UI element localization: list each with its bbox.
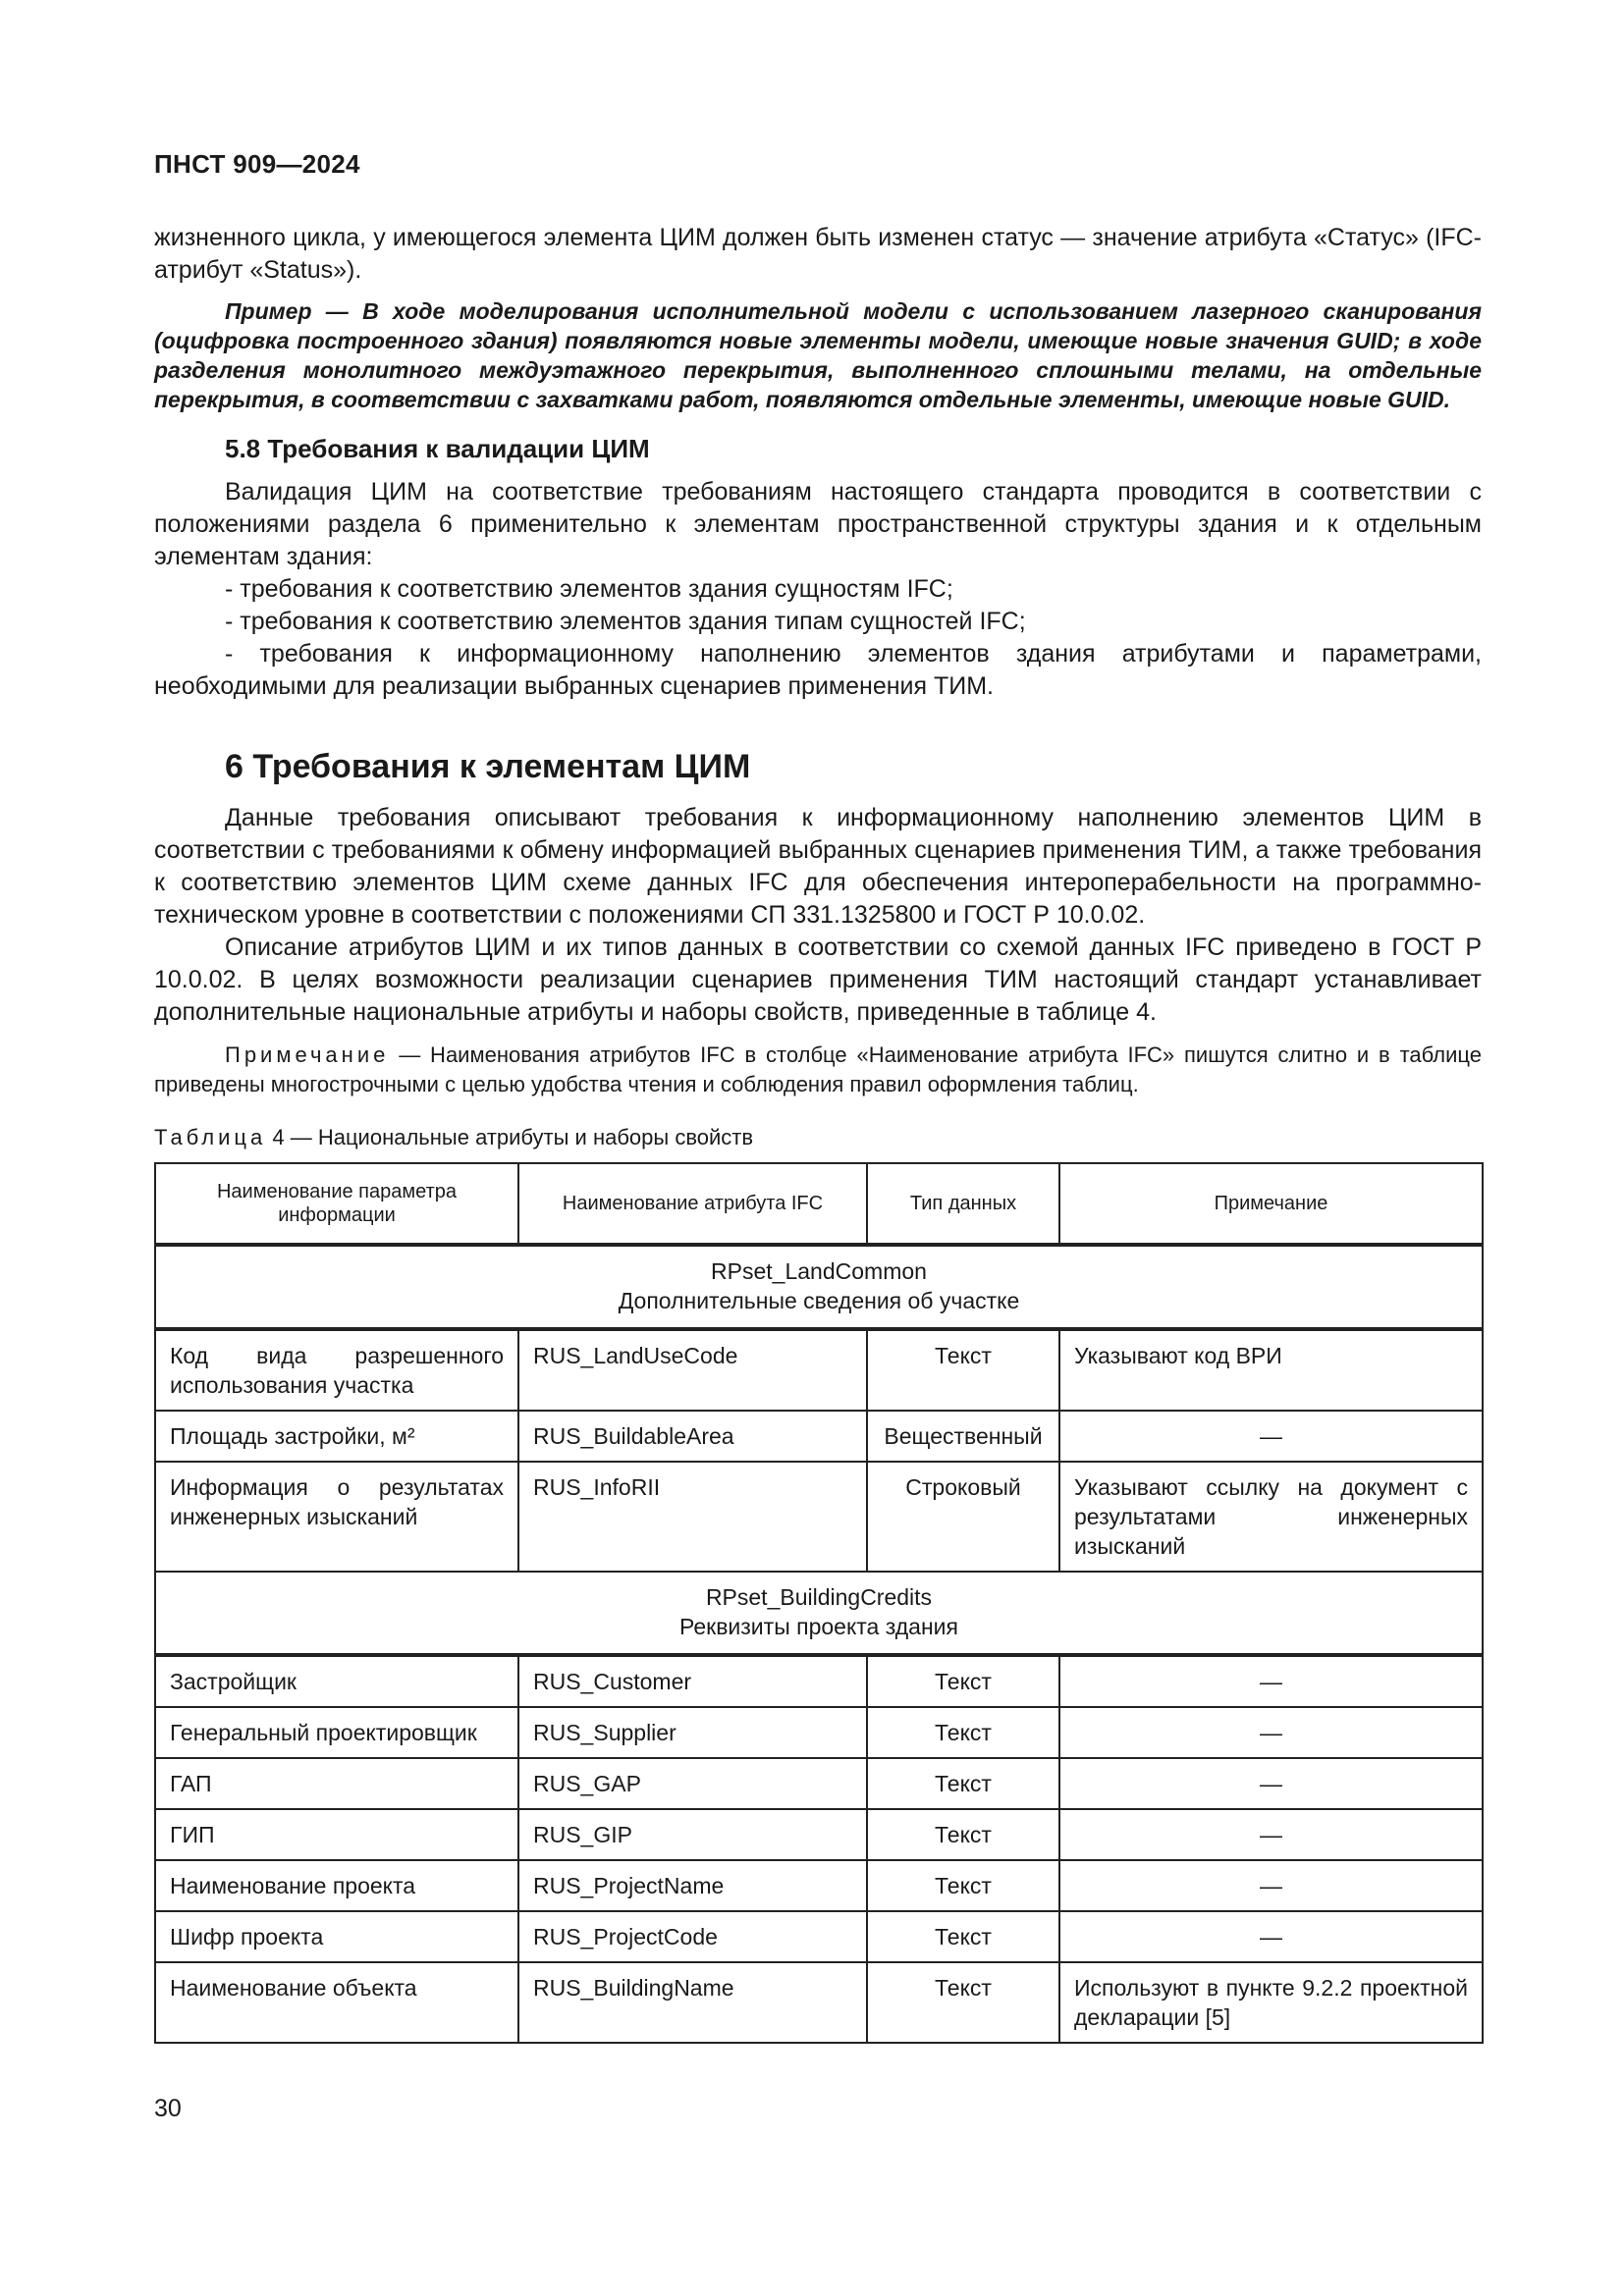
ifc-attribute-cell: RUS_ProjectCode (518, 1911, 867, 1962)
property-set-cell (155, 1572, 1483, 1655)
note-label: Примечание (225, 1042, 390, 1067)
header-cell-parameter: Наименование параметра информации (155, 1163, 518, 1245)
list-item: - требования к соответствию элементов здания типам сущностей IFC; (225, 608, 1026, 635)
ifc-attribute-cell: RUS_Customer (518, 1655, 867, 1707)
property-set-name: RPset_LandCommon (711, 1258, 927, 1284)
data-type-cell: Текст (867, 1860, 1059, 1911)
note-cell: — (1059, 1911, 1483, 1962)
note-cell: — (1059, 1758, 1483, 1809)
data-type-cell: Текст (867, 1655, 1059, 1707)
data-type-cell: Текст (867, 1911, 1059, 1962)
continuation-paragraph: жизненного цикла, у имеющегося элемента ЦИМ должен быть изменен статус — значение атрибута «Статус» (IFC-атрибут «Status»). (154, 224, 1482, 284)
note-cell: — (1059, 1809, 1483, 1860)
parameter-name-cell: Информация о результатах инженерных изысканий (155, 1462, 518, 1572)
table-row (155, 1860, 1483, 1911)
parameter-name-cell: Код вида разрешенного использования участка (155, 1329, 518, 1411)
parameter-name-cell: ГАП (155, 1758, 518, 1809)
ifc-attribute-cell: RUS_BuildingName (518, 1962, 867, 2043)
table-caption-text: 4 — Национальные атрибуты и наборы свойств (266, 1125, 754, 1149)
property-set-name: RPset_BuildingCredits (705, 1584, 933, 1610)
section-6-paragraph-2: Описание атрибутов ЦИМ и их типов данных в соответствии со схемой данных IFC приведено в ГОСТ Р 10.0.02. В целях возможности реализации сценариев применения ТИМ настоящий стандарт устанавливает дополнительные национальные атрибуты и наборы свойств, приведенные в таблице 4. (154, 934, 1482, 1026)
property-set-description: Реквизиты проекта здания (679, 1614, 958, 1639)
note-cell: — (1059, 1860, 1483, 1911)
parameter-name-cell: Шифр проекта (155, 1911, 518, 1962)
table-row (155, 1758, 1483, 1809)
property-set-description: Дополнительные сведения об участке (618, 1288, 1020, 1313)
table-caption-label: Таблица (154, 1125, 267, 1149)
parameter-name-cell: Площадь застройки, м² (155, 1411, 518, 1462)
parameter-name-cell: ГИП (155, 1809, 518, 1860)
page-number: 30 (154, 2095, 182, 2122)
parameter-name-cell: Наименование объекта (155, 1962, 518, 2043)
table-group-row (155, 1245, 1483, 1329)
table-row (155, 1911, 1483, 1962)
table-caption (154, 1125, 1482, 1150)
attributes-table (154, 1162, 1484, 2044)
note-cell: — (1059, 1655, 1483, 1707)
property-set-cell (155, 1245, 1483, 1329)
parameter-name-cell: Наименование проекта (155, 1860, 518, 1911)
note-text: — Наименования атрибутов IFC в столбце «Наименование атрибута IFC» пишутся слитно и в таблице приведены многострочными с целью удобства чтения и соблюдения правил оформления таблиц. (154, 1042, 1482, 1096)
parameter-name-cell: Генеральный проектировщик (155, 1707, 518, 1758)
parameter-name-cell: Застройщик (155, 1655, 518, 1707)
page-content (154, 222, 1482, 2044)
data-type-cell: Текст (867, 1809, 1059, 1860)
note-cell: — (1059, 1707, 1483, 1758)
note-paragraph (154, 1041, 1482, 1099)
validation-paragraph: Валидация ЦИМ на соответствие требованиям настоящего стандарта проводится в соответствии с положениями раздела 6 применительно к элементам пространственной структуры здания и к отдельным элементам здания: (154, 478, 1482, 570)
section-6-heading: 6 Требования к элементам ЦИМ (225, 748, 751, 785)
table-row (155, 1411, 1483, 1462)
table-header-row (155, 1163, 1483, 1245)
header-cell-note: Примечание (1059, 1163, 1483, 1245)
data-type-cell: Вещественный (867, 1411, 1059, 1462)
note-cell: Указывают код ВРИ (1059, 1329, 1483, 1411)
section-5-8-heading: 5.8 Требования к валидации ЦИМ (225, 434, 650, 463)
data-type-cell: Текст (867, 1707, 1059, 1758)
data-type-cell: Текст (867, 1758, 1059, 1809)
header-cell-ifc-attribute: Наименование атрибута IFC (518, 1163, 867, 1245)
table-row (155, 1962, 1483, 2043)
note-cell: Указывают ссылку на документ с результатами инженерных изысканий (1059, 1462, 1483, 1572)
ifc-attribute-cell: RUS_BuildableArea (518, 1411, 867, 1462)
ifc-attribute-cell: RUS_Supplier (518, 1707, 867, 1758)
table-row (155, 1707, 1483, 1758)
data-type-cell: Текст (867, 1962, 1059, 2043)
ifc-attribute-cell: RUS_LandUseCode (518, 1329, 867, 1411)
example-paragraph: Пример — В ходе моделирования исполнительной модели с использованием лазерного сканирования (оцифровка построенного здания) появляются новые элементы модели, имеющие новые значения GUID; в ходе разделения монолитного междуэтажного перекрытия, выполненного сплошными телами, на отдельные перекрытия, в соответствии с захватками работ, появляются отдельные элементы, имеющие новые GUID. (154, 298, 1482, 412)
table-row (155, 1462, 1483, 1572)
table-row (155, 1329, 1483, 1411)
note-cell: Используют в пункте 9.2.2 проектной декларации [5] (1059, 1962, 1483, 2043)
header-cell-data-type: Тип данных (867, 1163, 1059, 1245)
data-type-cell: Текст (867, 1329, 1059, 1411)
data-type-cell: Строковый (867, 1462, 1059, 1572)
ifc-attribute-cell: RUS_InfoRII (518, 1462, 867, 1572)
ifc-attribute-cell: RUS_GAP (518, 1758, 867, 1809)
ifc-attribute-cell: RUS_ProjectName (518, 1860, 867, 1911)
table-row (155, 1809, 1483, 1860)
list-item: - требования к информационному наполнению элементов здания атрибутами и параметрами, необходимыми для реализации выбранных сценариев применения ТИМ. (154, 640, 1482, 700)
list-item: - требования к соответствию элементов здания сущностям IFC; (225, 575, 953, 603)
table-group-row (155, 1572, 1483, 1655)
note-cell: — (1059, 1411, 1483, 1462)
ifc-attribute-cell: RUS_GIP (518, 1809, 867, 1860)
section-6-paragraph-1: Данные требования описывают требования к информационному наполнению элементов ЦИМ в соответствии с требованиями к обмену информацией выбранных сценариев применения ТИМ, а также требования к соответствию элементов ЦИМ схеме данных IFC для обеспечения интероперабельности на программно-техническом уровне в соответствии с положениями СП 331.1325800 и ГОСТ Р 10.0.02. (154, 804, 1482, 929)
document-code-header: ПНСТ 909—2024 (154, 149, 360, 179)
table-row (155, 1655, 1483, 1707)
